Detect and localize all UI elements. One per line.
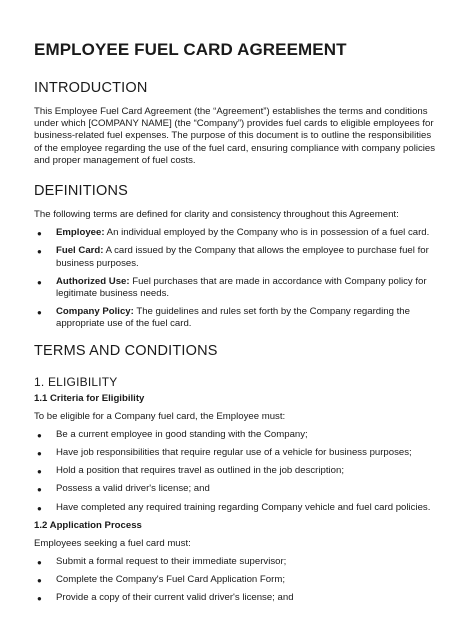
criteria-text: Hold a position that requires travel as outlined in the job description; [56,465,344,477]
criteria-text: Have completed any required training regarding Company vehicle and fuel card policies. [56,501,431,513]
process-text: Complete the Company's Fuel Card Application Form; [56,574,285,586]
bullet-icon: ● [37,485,42,495]
process-item [34,592,440,604]
definition-item [34,245,440,269]
terms-heading: TERMS AND CONDITIONS [34,342,218,359]
definitions-heading: DEFINITIONS [34,183,129,200]
criteria-text: Possess a valid driver's license; and [56,483,210,495]
definitions-section [34,183,440,331]
criteria-heading: 1.1 Criteria for Eligibility [34,392,145,404]
bullet-icon: ● [37,229,42,239]
bullet-icon: ● [37,558,42,568]
definition-term: Company Policy: [56,306,134,318]
bullet-icon: ● [37,594,42,604]
criteria-item [34,483,440,495]
definition-term: Employee: [56,227,105,239]
criteria-item [34,429,440,441]
introduction-text: This Employee Fuel Card Agreement (the “Agreement”) establishes the terms and conditions under which [COMPANY NAME] (the “Company”) provides fuel cards to eligible employees for business-related fuel expenses. The purpose of this document is to outline the responsibilities of the employee regarding the use of the fuel card, ensuring compliance with company policies and proper management of fuel costs. [34,106,436,166]
definition-term: Fuel Card: [56,245,104,257]
bullet-icon: ● [37,430,42,440]
bullet-icon: ● [37,247,42,257]
definition-text: A card issued by the Company that allows the employee to purchase fuel for business purposes. [56,245,429,269]
eligibility-heading: 1. ELIGIBILITY [34,374,118,389]
definitions-lead: The following terms are defined for clarity and consistency throughout this Agreement: [34,209,399,221]
process-heading: 1.2 Application Process [34,519,142,531]
definition-item [34,227,440,239]
definitions-list [34,227,440,330]
process-item [34,574,440,586]
process-text: Provide a copy of their current valid driver's license; and [56,592,294,604]
process-text: Submit a formal request to their immediate supervisor; [56,556,287,568]
definition-text: An individual employed by the Company who is in possession of a fuel card. [104,227,430,239]
bullet-icon: ● [37,449,42,459]
criteria-text: Be a current employee in good standing with the Company; [56,428,308,440]
bullet-icon: ● [37,277,42,287]
bullet-icon: ● [37,467,42,477]
definition-term: Authorized Use: [56,275,130,287]
definition-text: The guidelines and rules set forth by the Company regarding the appropriate use of the fuel card. [56,306,410,330]
criteria-item [34,465,440,477]
process-list [34,556,440,605]
criteria-list [34,429,440,514]
criteria-lead: To be eligible for a Company fuel card, the Employee must: [34,410,286,422]
criteria-text: Have job responsibilities that require regular use of a vehicle for business purposes; [56,447,412,459]
document-title: EMPLOYEE FUEL CARD AGREEMENT [34,40,347,59]
bullet-icon: ● [37,503,42,513]
bullet-icon: ● [37,576,42,586]
introduction-section [34,80,440,167]
definition-item [34,276,440,300]
introduction-heading: INTRODUCTION [34,80,148,96]
bullet-icon: ● [37,308,42,318]
terms-section [34,343,440,605]
process-item [34,556,440,568]
definition-item [34,306,440,330]
criteria-item [34,502,440,514]
process-lead: Employees seeking a fuel card must: [34,537,191,549]
criteria-item [34,447,440,459]
definition-text: Fuel purchases that are made in accordance with Company policy for legitimate business needs. [56,275,427,300]
